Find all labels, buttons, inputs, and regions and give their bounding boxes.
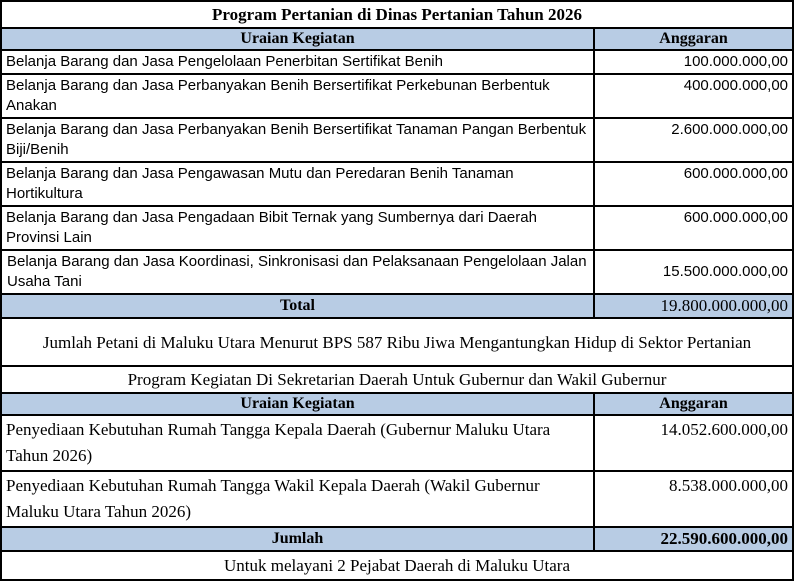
table1-title: Program Pertanian di Dinas Pertanian Tahun 2026 [1, 1, 793, 28]
activity-label: Penyediaan Kebutuhan Rumah Tangga Kepala Daerah (Gubernur Maluku Utara Tahun 2026) [1, 415, 594, 471]
activity-label: Belanja Barang dan Jasa Perbanyakan Benih Bersertifikat Tanaman Pangan Berbentuk Biji/Benih [1, 118, 594, 162]
activity-label: Belanja Barang dan Jasa Pengelolaan Penerbitan Sertifikat Benih [1, 50, 594, 74]
table2-total-label: Jumlah [1, 527, 594, 551]
table2-title-row [1, 366, 793, 393]
activity-amount: 15.500.000.000,00 [594, 250, 793, 294]
table1-row [1, 74, 793, 118]
table1-header-uraian: Uraian Kegiatan [1, 28, 594, 50]
activity-label: Belanja Barang dan Jasa Pengawasan Mutu dan Peredaran Benih Tanaman Hortikultura [1, 162, 594, 206]
table1-header-row [1, 28, 793, 50]
table1-row [1, 250, 793, 294]
activity-amount: 14.052.600.000,00 [594, 415, 793, 471]
table1-row [1, 206, 793, 250]
activity-amount: 2.600.000.000,00 [594, 118, 793, 162]
table1-row [1, 118, 793, 162]
table2-header-anggaran: Anggaran [594, 393, 793, 415]
activity-label: Belanja Barang dan Jasa Perbanyakan Benih Bersertifikat Perkebunan Berbentuk Anakan [1, 74, 594, 118]
activity-label: Penyediaan Kebutuhan Rumah Tangga Wakil Kepala Daerah (Wakil Gubernur Maluku Utara Tahun 2026) [1, 471, 594, 527]
table1-row [1, 50, 793, 74]
activity-amount: 400.000.000,00 [594, 74, 793, 118]
table1-total-row [1, 294, 793, 318]
activity-label: Belanja Barang dan Jasa Koordinasi, Sinkronisasi dan Pelaksanaan Pengelolaan Jalan Usaha Tani [1, 250, 594, 294]
table1-row [1, 162, 793, 206]
activity-label: Belanja Barang dan Jasa Pengadaan Bibit Ternak yang Sumbernya dari Daerah Provinsi Lain [1, 206, 594, 250]
table1-total-amount: 19.800.000.000,00 [594, 294, 793, 318]
table1-note: Jumlah Petani di Maluku Utara Menurut BPS 587 Ribu Jiwa Mengantungkan Hidup di Sektor Pertanian [1, 318, 793, 366]
table1-title-row [1, 1, 793, 28]
table2-note: Untuk melayani 2 Pejabat Daerah di Maluku Utara [1, 551, 793, 580]
table2-total-amount: 22.590.600.000,00 [594, 527, 793, 551]
table2-title: Program Kegiatan Di Sekretarian Daerah Untuk Gubernur dan Wakil Gubernur [1, 366, 793, 393]
table2-header-uraian: Uraian Kegiatan [1, 393, 594, 415]
table2-row [1, 471, 793, 527]
activity-amount: 600.000.000,00 [594, 206, 793, 250]
table2-note-row [1, 551, 793, 580]
activity-amount: 600.000.000,00 [594, 162, 793, 206]
table1-header-anggaran: Anggaran [594, 28, 793, 50]
activity-amount: 8.538.000.000,00 [594, 471, 793, 527]
table2-row [1, 415, 793, 471]
table2-header-row [1, 393, 793, 415]
table2-total-row [1, 527, 793, 551]
activity-amount: 100.000.000,00 [594, 50, 793, 74]
table1-total-label: Total [1, 294, 594, 318]
table1-note-row [1, 318, 793, 366]
